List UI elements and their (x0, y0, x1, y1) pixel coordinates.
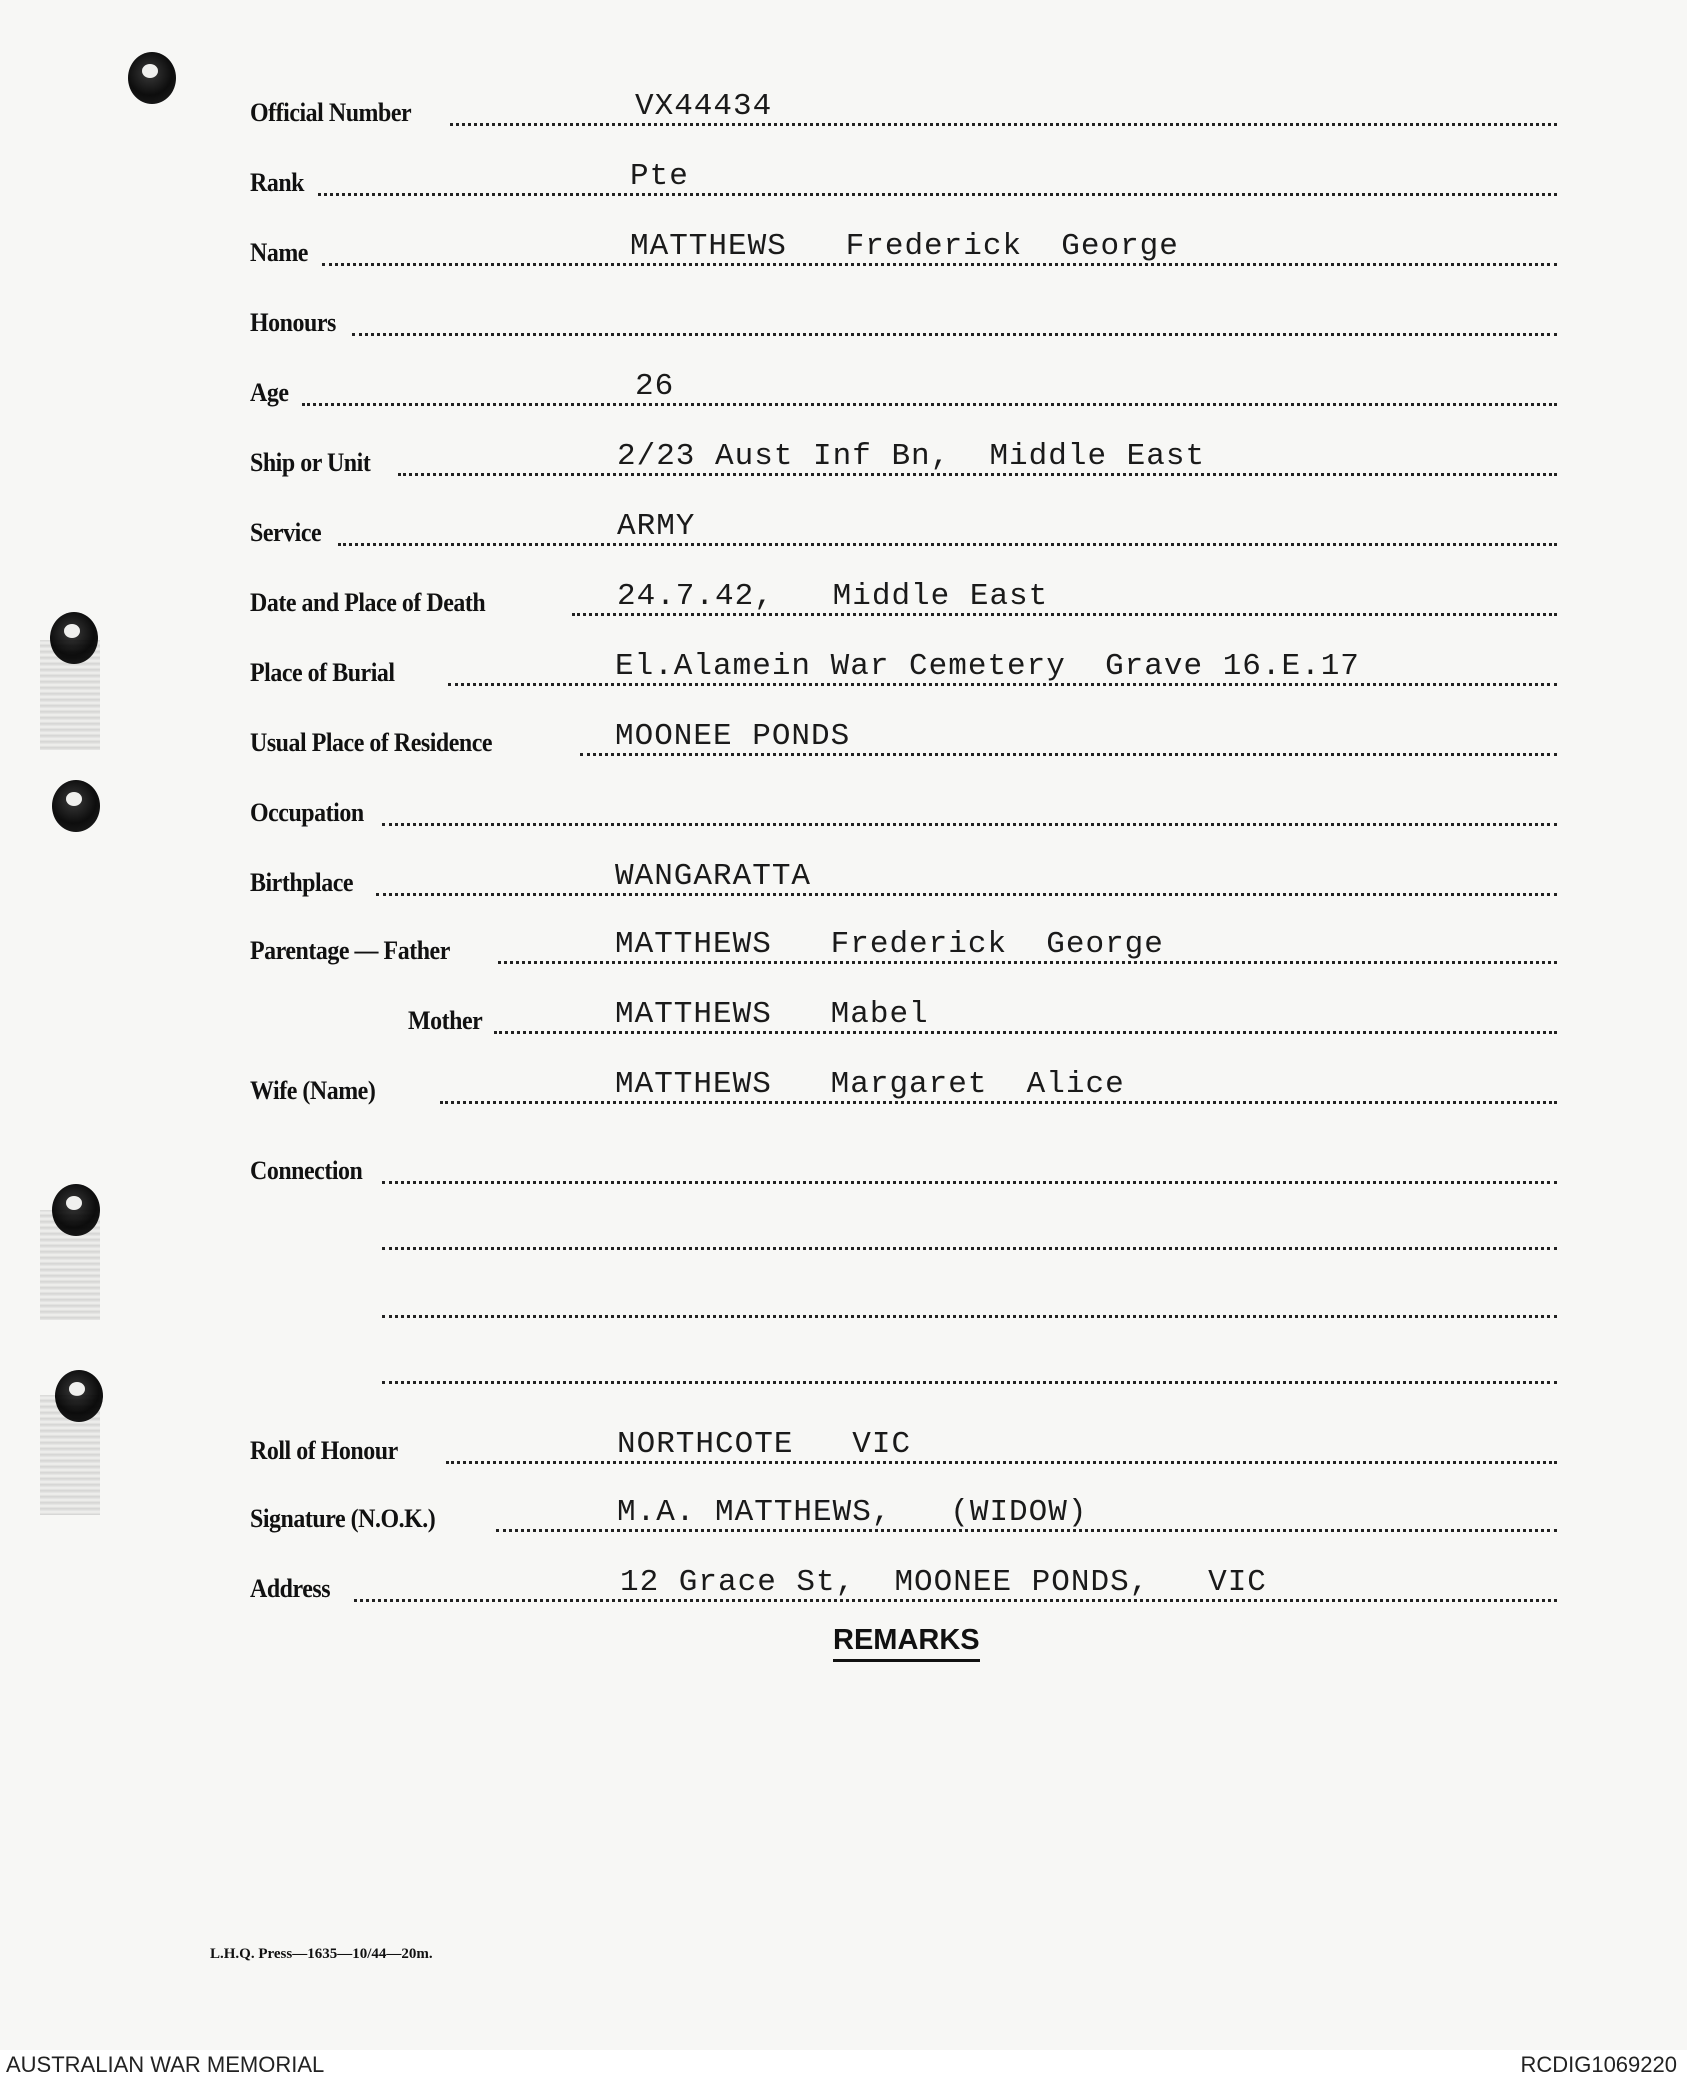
field-value: Pte (630, 159, 689, 194)
field-value: 12 Grace St, MOONEE PONDS, VIC (620, 1565, 1267, 1600)
field-place-of-burial (250, 649, 1557, 692)
field-value: VX44434 (635, 89, 773, 124)
field-honours (250, 302, 1557, 342)
field-age (250, 369, 1557, 412)
field-value: M.A. MATTHEWS, (WIDOW) (617, 1495, 1088, 1530)
field-value: El.Alamein War Cemetery Grave 16.E.17 (615, 649, 1360, 684)
dotted-line (302, 403, 1557, 406)
field-value: 26 (635, 369, 675, 404)
dotted-line (376, 893, 1557, 896)
edge-shadow (40, 640, 100, 750)
field-label: Service (250, 518, 322, 547)
field-father (250, 927, 1557, 970)
field-value: ARMY (617, 509, 696, 544)
field-official-number (250, 89, 1557, 132)
field-rank (250, 159, 1557, 202)
field-value: WANGARATTA (615, 859, 812, 894)
field-service (250, 509, 1557, 552)
field-label: Official Number (250, 98, 412, 127)
dotted-line (382, 823, 1557, 826)
dotted-line (450, 123, 1557, 126)
binder-hole-icon (52, 780, 100, 832)
field-label: Parentage — Father (250, 936, 450, 965)
dotted-line (382, 1315, 1557, 1318)
footer-source: AUSTRALIAN WAR MEMORIAL (6, 2052, 325, 2077)
field-signature (250, 1495, 1557, 1538)
dotted-line (382, 1247, 1557, 1250)
edge-shadow (40, 1210, 100, 1320)
connection-extra-line (250, 1284, 1557, 1324)
field-label: Rank (250, 168, 305, 197)
field-value: MATTHEWS Frederick George (615, 927, 1164, 962)
field-label: Usual Place of Residence (250, 728, 493, 757)
connection-extra-line (250, 1216, 1557, 1256)
dotted-line (338, 543, 1557, 546)
field-label: Ship or Unit (250, 448, 371, 477)
field-address (250, 1565, 1557, 1608)
edge-shadow (40, 1395, 100, 1515)
dotted-line (446, 1461, 1557, 1464)
field-ship-or-unit (250, 439, 1557, 482)
field-label: Connection (250, 1156, 363, 1185)
remarks-heading: REMARKS (833, 1624, 980, 1662)
field-label: Signature (N.O.K.) (250, 1504, 436, 1533)
field-label: Wife (Name) (250, 1076, 376, 1105)
field-value: 2/23 Aust Inf Bn, Middle East (617, 439, 1206, 474)
field-label: Mother (408, 1006, 483, 1035)
dotted-line (352, 333, 1557, 336)
field-value: MATTHEWS Mabel (615, 997, 929, 1032)
field-label: Honours (250, 308, 336, 337)
field-label: Address (250, 1574, 331, 1603)
dotted-line (382, 1381, 1557, 1384)
field-occupation (250, 792, 1557, 832)
field-label: Place of Burial (250, 658, 395, 687)
connection-extra-line (250, 1350, 1557, 1390)
field-label: Name (250, 238, 308, 267)
field-wife (250, 1067, 1557, 1110)
field-label: Birthplace (250, 868, 354, 897)
printer-imprint: L.H.Q. Press—1635—10/44—20m. (210, 1946, 433, 1962)
field-birthplace (250, 859, 1557, 902)
field-value: 24.7.42, Middle East (617, 579, 1049, 614)
field-roll-of-honour (250, 1427, 1557, 1470)
field-usual-residence (250, 719, 1557, 762)
field-label: Date and Place of Death (250, 588, 486, 617)
binder-hole-icon (128, 52, 176, 104)
dotted-line (382, 1181, 1557, 1184)
field-value: MOONEE PONDS (615, 719, 851, 754)
field-label: Roll of Honour (250, 1436, 398, 1465)
field-value: MATTHEWS Margaret Alice (615, 1067, 1125, 1102)
footer-reference-id: RCDIG1069220 (1520, 2052, 1677, 2077)
field-connection (250, 1150, 1557, 1190)
field-value: NORTHCOTE VIC (617, 1427, 912, 1462)
field-date-place-of-death (250, 579, 1557, 622)
dotted-line (318, 193, 1557, 196)
field-value: MATTHEWS Frederick George (630, 229, 1179, 264)
field-name (250, 229, 1557, 272)
field-label: Occupation (250, 798, 364, 827)
field-mother (250, 997, 1557, 1040)
field-label: Age (250, 378, 289, 407)
